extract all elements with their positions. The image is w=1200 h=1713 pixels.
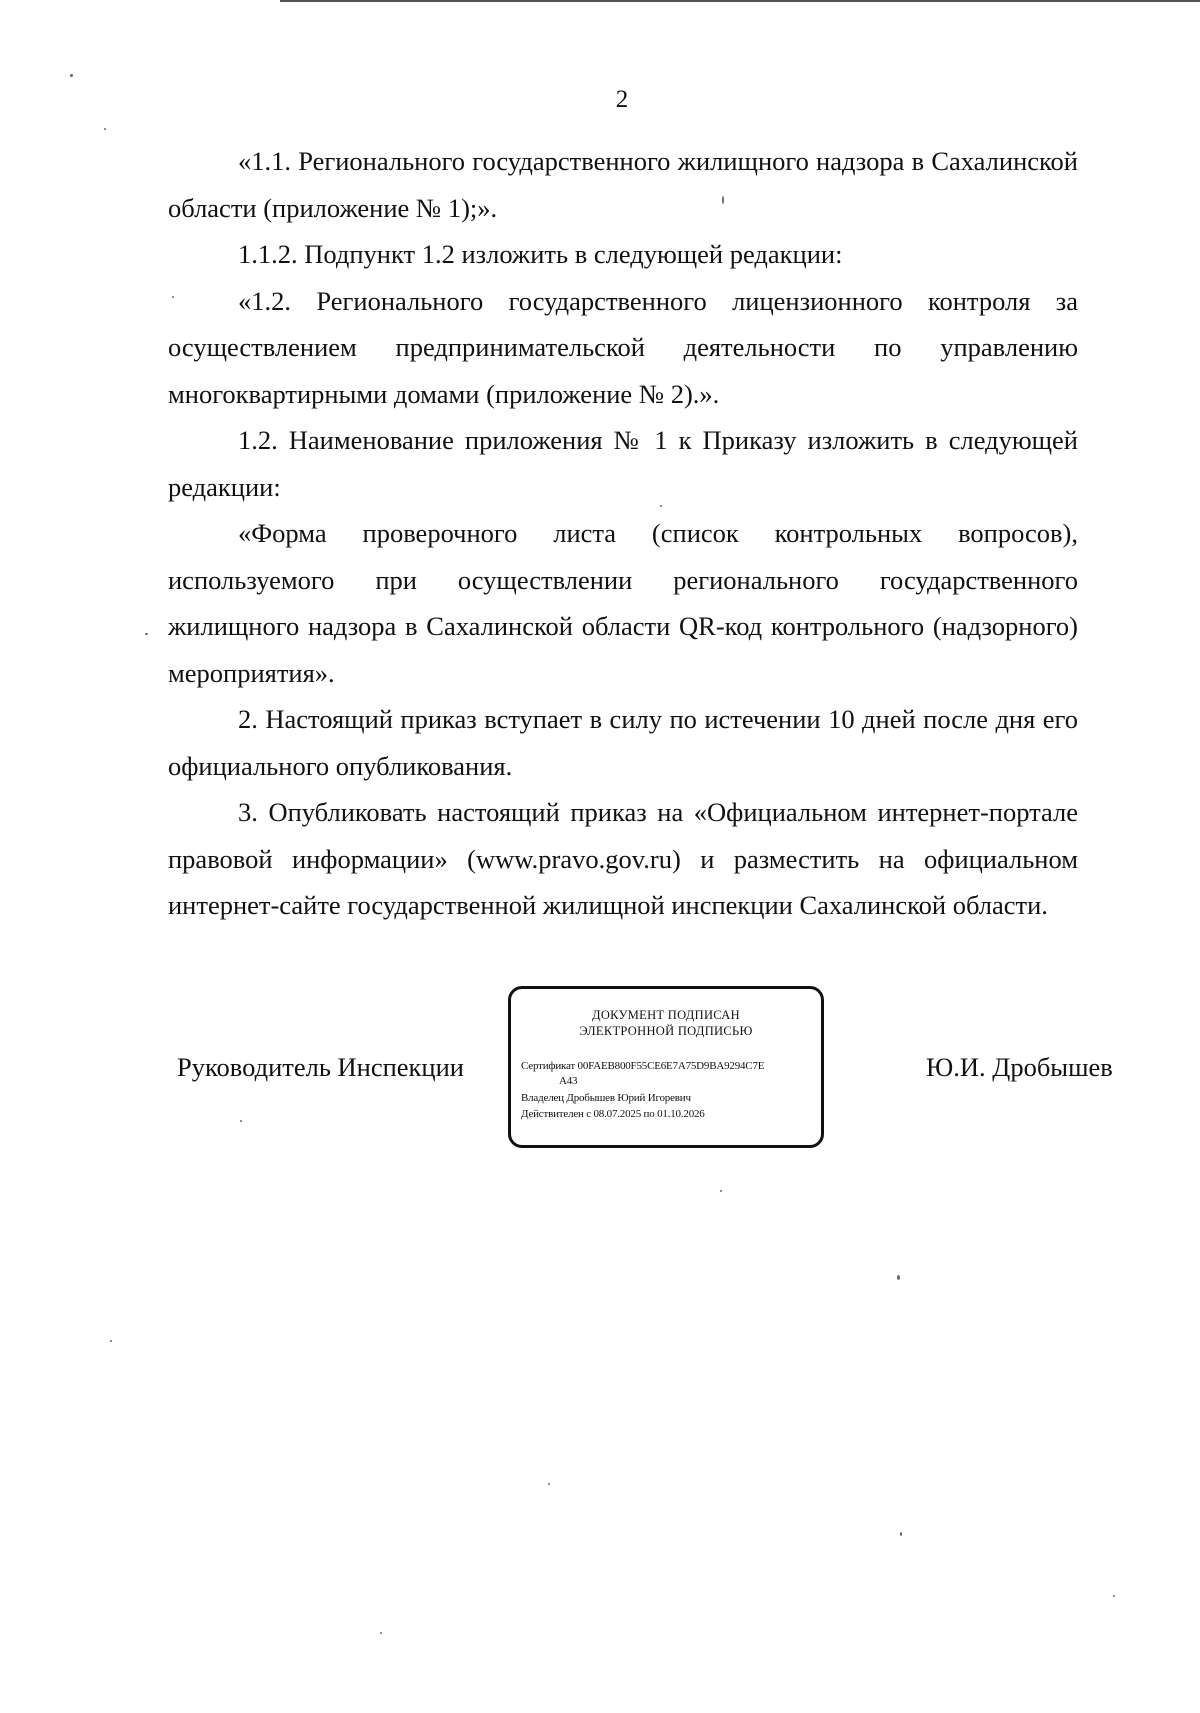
scan-speck bbox=[70, 74, 73, 77]
electronic-signature-stamp bbox=[508, 986, 824, 1148]
paragraph-1-2: 1.2. Наименование приложения № 1 к Приказу изложить в следующей редакции: bbox=[168, 425, 1078, 502]
stamp-validity: Действителен с 08.07.2025 по 01.10.2026 bbox=[521, 1108, 705, 1120]
scan-speck bbox=[104, 128, 106, 130]
paragraph-1-1: «1.1. Регионального государственного жилищного надзора в Сахалинской области (приложение № 1);». bbox=[168, 146, 1078, 223]
stamp-title-line-2: ЭЛЕКТРОННОЙ ПОДПИСЬЮ bbox=[579, 1024, 753, 1038]
signatory-position: Руководитель Инспекции bbox=[177, 1052, 464, 1082]
stamp-title-line-1: ДОКУМЕНТ ПОДПИСАН bbox=[592, 1008, 740, 1022]
stamp-certificate: Сертификат 00FAEB800F55CE6E7A75D9BA9294C7E bbox=[521, 1060, 765, 1072]
page-number: 2 bbox=[615, 86, 629, 113]
scan-speck bbox=[900, 1532, 902, 1536]
scan-speck bbox=[380, 1632, 382, 1634]
paragraph-form-title: «Форма проверочного листа (список контрольных вопросов), используемого при осуществлении регионального государственного жилищного надзора в Сахалинской области QR-код контрольного (надзорного) мероприятия». bbox=[168, 518, 1078, 688]
scan-speck bbox=[897, 1275, 900, 1280]
stamp-certificate-continued: A43 bbox=[559, 1075, 578, 1087]
paragraph-1-2-quote: «1.2. Регионального государственного лицензионного контроля за осуществлением предпринимательской деятельности по управлению многоквартирными домами (приложение № 2).». bbox=[168, 285, 1078, 409]
signatory-name: Ю.И. Дробышев bbox=[926, 1052, 1113, 1082]
scan-speck bbox=[172, 296, 174, 298]
paragraph-3: 3. Опубликовать настоящий приказ на «Официальном интернет-портале правовой информации» (www.pravo.gov.ru) и разместить на официальном интернет-сайте государственной жилищной инспекции Сахалинской области. bbox=[168, 797, 1078, 920]
scan-speck bbox=[720, 1190, 722, 1192]
paragraph-2: 2. Настоящий приказ вступает в силу по истечении 10 дней после дня его официального опубликования. bbox=[168, 704, 1078, 781]
scan-speck bbox=[722, 196, 724, 204]
stamp-title bbox=[511, 1007, 821, 1039]
document-body bbox=[168, 138, 1078, 929]
scan-speck bbox=[110, 1340, 112, 1342]
paragraph-1-1-2: 1.1.2. Подпункт 1.2 изложить в следующей редакции: bbox=[238, 239, 843, 269]
top-border-line bbox=[280, 0, 1200, 2]
scan-speck bbox=[1113, 1595, 1115, 1597]
scan-speck bbox=[145, 633, 148, 635]
stamp-owner: Владелец Дробышев Юрий Игоревич bbox=[521, 1092, 691, 1104]
scan-speck bbox=[240, 1120, 242, 1122]
scan-speck bbox=[660, 505, 662, 507]
scan-speck bbox=[548, 1483, 550, 1485]
